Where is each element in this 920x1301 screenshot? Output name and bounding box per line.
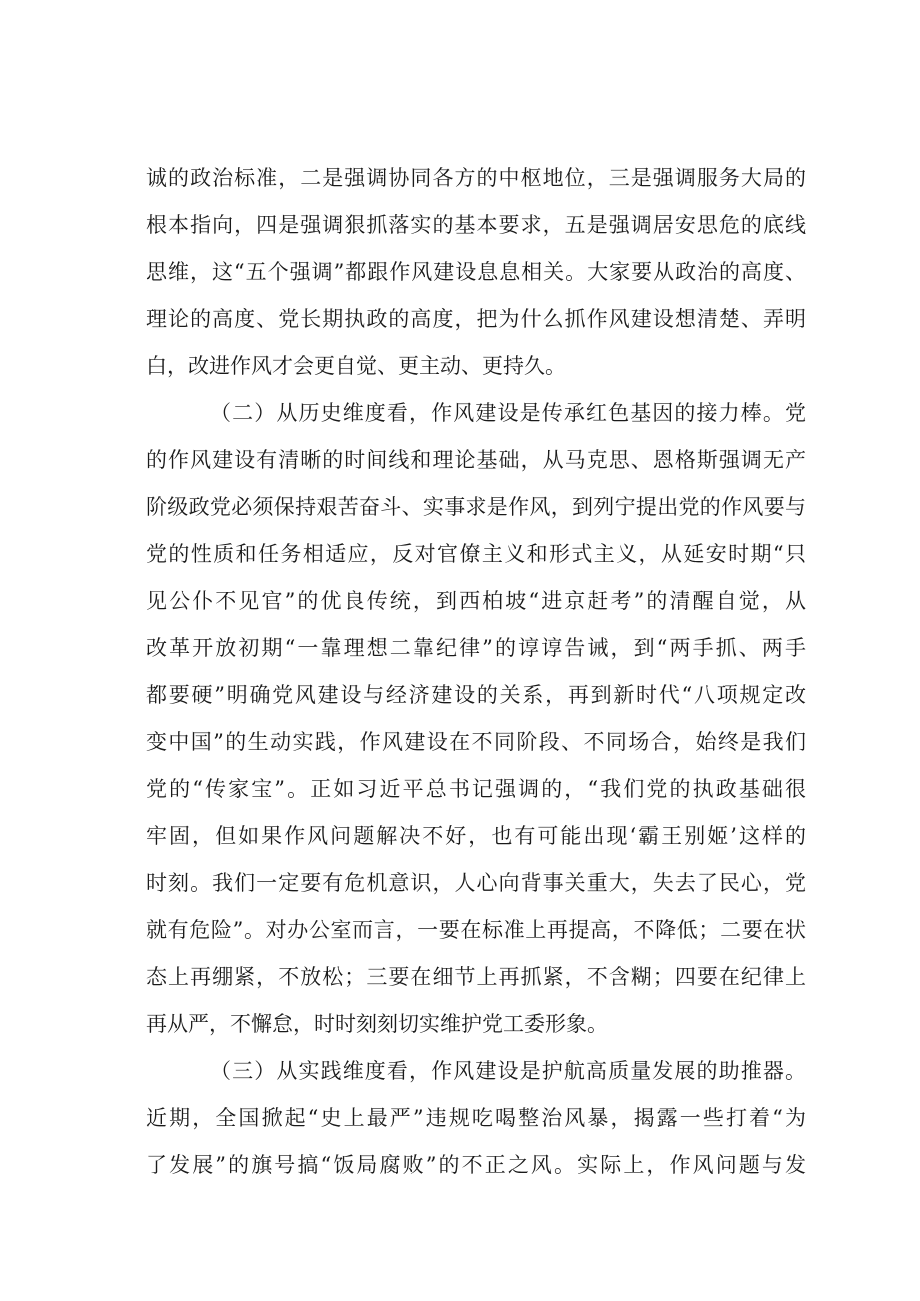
- text-line: 再从严，不懈怠，时时刻刻切实维护党工委形象。: [146, 1012, 608, 1036]
- text-line: 阶级政党必须保持艰苦奋斗、实事求是作风，到列宁提出党的作风要与: [146, 495, 806, 519]
- section-heading-line: （三）从实践维度看，作风建设是护航高质量发展的助推器。: [210, 1059, 806, 1083]
- text-line: 党的性质和任务相适应，反对官僚主义和形式主义，从延安时期“只: [146, 542, 806, 566]
- text-line: 根本指向，四是强调狠抓落实的基本要求，五是强调居安思危的底线: [146, 213, 806, 237]
- text-line: 改革开放初期“一靠理想二靠纪律”的谆谆告诫，到“两手抓、两手: [146, 636, 806, 660]
- text-line: 白，改进作风才会更自觉、更主动、更持久。: [146, 354, 566, 378]
- text-line: 见公仆不见官”的优良传统，到西柏坡“进京赶考”的清醒自觉，从: [146, 589, 806, 613]
- text-line: 时刻。我们一定要有危机意识，人心向背事关重大，失去了民心，党: [146, 871, 806, 895]
- text-line: 都要硬”明确党风建设与经济建设的关系，再到新时代“八项规定改: [146, 683, 806, 707]
- text-line: 变中国”的生动实践，作风建设在不同阶段、不同场合，始终是我们: [146, 730, 806, 754]
- text-line: 就有危险”。对办公室而言，一要在标准上再提高，不降低；二要在状: [146, 918, 806, 942]
- text-line: 态上再绷紧，不放松；三要在细节上再抓紧，不含糊；四要在纪律上: [146, 965, 806, 989]
- text-line: 理论的高度、党长期执政的高度，把为什么抓作风建设想清楚、弄明: [146, 307, 806, 331]
- section-heading-line: （二）从历史维度看，作风建设是传承红色基因的接力棒。党: [210, 401, 806, 425]
- text-line: 诚的政治标准，二是强调协同各方的中枢地位，三是强调服务大局的: [146, 166, 806, 190]
- text-line: 党的“传家宝”。正如习近平总书记强调的，“我们党的执政基础很: [146, 777, 806, 801]
- document-body: [146, 155, 806, 1189]
- text-line: 的作风建设有清晰的时间线和理论基础，从马克思、恩格斯强调无产: [146, 448, 806, 472]
- text-line: 牢固，但如果作风问题解决不好，也有可能出现‘霸王别姬’这样的: [146, 824, 806, 848]
- text-line: 近期，全国掀起“史上最严”违规吃喝整治风暴，揭露一些打着“为: [146, 1106, 806, 1130]
- text-line: 思维，这“五个强调”都跟作风建设息息相关。大家要从政治的高度、: [146, 260, 806, 284]
- text-line: 了发展”的旗号搞“饭局腐败”的不正之风。实际上，作风问题与发: [146, 1153, 806, 1177]
